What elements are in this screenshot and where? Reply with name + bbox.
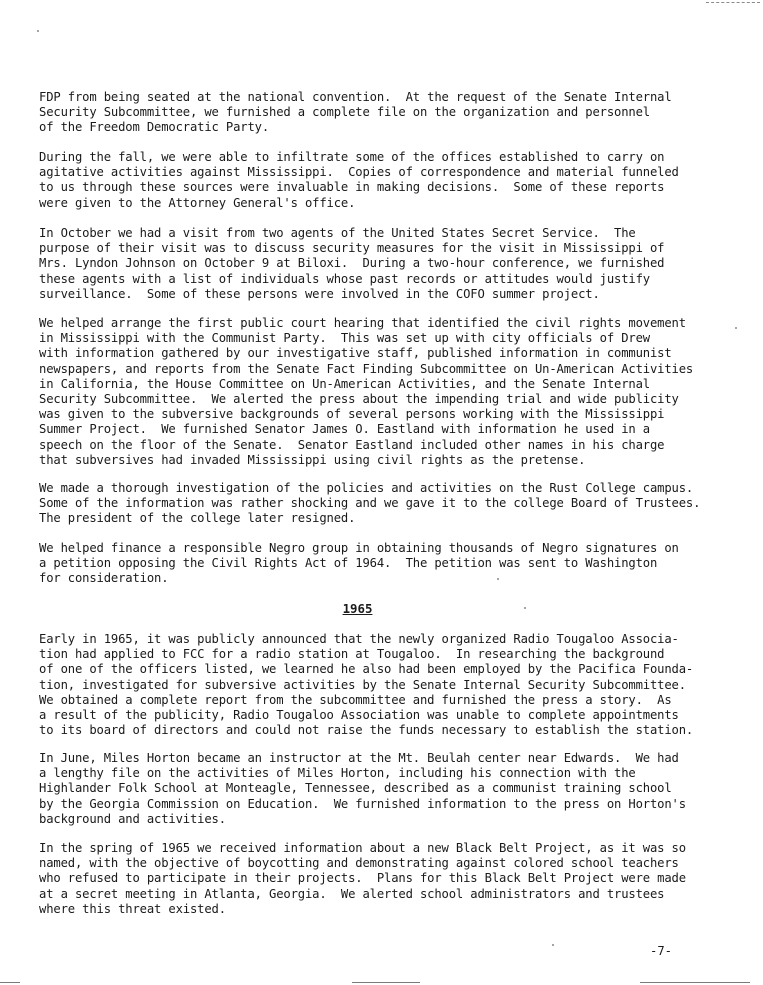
scan-speck xyxy=(735,327,737,329)
scan-edge-rule xyxy=(640,982,750,983)
paragraph-black-belt-project: In the spring of 1965 we received information about a new Black Belt Project, as it was so named, with the objective of boycotting and demonstrating against colored school teachers who refused to participate in their projects. Plans for this Black Belt Project were made at a secret meeting in Atlanta, Georgia. We alerted school administrators and trustees where this threat existed. xyxy=(39,841,686,916)
paragraph-miles-horton: In June, Miles Horton became an instructor at the Mt. Beulah center near Edwards. We had a lengthy file on the activities of Miles Horton, including his connection with the Highlander Folk School at Monteagle, Tennessee, described as a communist training school by the Georgia Commission on Education. We furnished information to the press on Horton's background and activities. xyxy=(39,751,686,826)
section-heading-year: 1965 xyxy=(342,601,373,616)
scan-edge-rule xyxy=(0,982,20,983)
scan-speck xyxy=(524,607,526,609)
paragraph-secret-service: In October we had a visit from two agents of the United States Secret Service. The purpose of their visit was to discuss security measures for the visit in Mississippi of Mrs. Lyndon Johnson on October 9 at Biloxi. During a two-hour conference, we furnished these agents with a list of individuals whose past records or attitudes would justify surveillance. Some of these persons were involved in the COFO summer project. xyxy=(39,226,665,301)
paragraph-petition: We helped finance a responsible Negro group in obtaining thousands of Negro signatures on a petition opposing the Civil Rights Act of 1964. The petition was sent to Washington for consideration. xyxy=(39,541,679,586)
scan-speck xyxy=(552,944,554,946)
paragraph-fdp-convention: FDP from being seated at the national convention. At the request of the Senate Internal Security Subcommittee, we furnished a complete file on the organization and personnel of the Freedom Democratic Party. xyxy=(39,90,672,135)
paragraph-infiltration: During the fall, we were able to infiltrate some of the offices established to carry on agitative activities against Mississippi. Copies of correspondence and material funneled to us through these sources were invaluable in making decisions. Some of these reports were given to the Attorney General's office. xyxy=(39,150,679,210)
paragraph-court-hearing: We helped arrange the first public court hearing that identified the civil rights movement in Mississippi with the Communist Party. This was set up with city officials of Drew with information gathered by our investigative staff, published information in communist newspapers, and reports from the Senate Fact Finding Subcommittee on Un-American Activities in California, the House Committee on Un-American Activities, and the Senate Internal Security Subcommittee. We alerted the press about the impending trial and wide publicity was given to the subversive backgrounds of several persons working with the Mississippi Summer Project. We furnished Senator James O. Eastland with information he used in a speech on the floor of the Senate. Senator Eastland included other names in his charge that subversives had invaded Mississippi using civil rights as the pretense. xyxy=(39,316,694,467)
paragraph-rust-college: We made a thorough investigation of the policies and activities on the Rust College campus. Some of the information was rather shocking and we gave it to the college Board of Trustees. The president of the college later resigned. xyxy=(39,481,701,526)
scan-edge-rule xyxy=(352,982,420,983)
scan-speck xyxy=(497,578,499,580)
scan-edge-mark xyxy=(706,2,760,3)
scan-speck xyxy=(37,30,39,32)
page-number: -7- xyxy=(650,944,673,958)
paragraph-radio-tougaloo: Early in 1965, it was publicly announced that the newly organized Radio Tougaloo Associa- tion had applied to FCC for a radio station at Tougaloo. In researching the background of one of the officers listed, we learned he also had been employed by the Pacifica Founda- tion, investigated for subversive activities by the Senate Internal Security Subcommittee. We obtained a complete report from the subcommittee and furnished the press a story. As a result of the publicity, Radio Tougaloo Association was unable to complete appointments to its board of directors and could not raise the funds necessary to establish the station. xyxy=(39,632,694,738)
